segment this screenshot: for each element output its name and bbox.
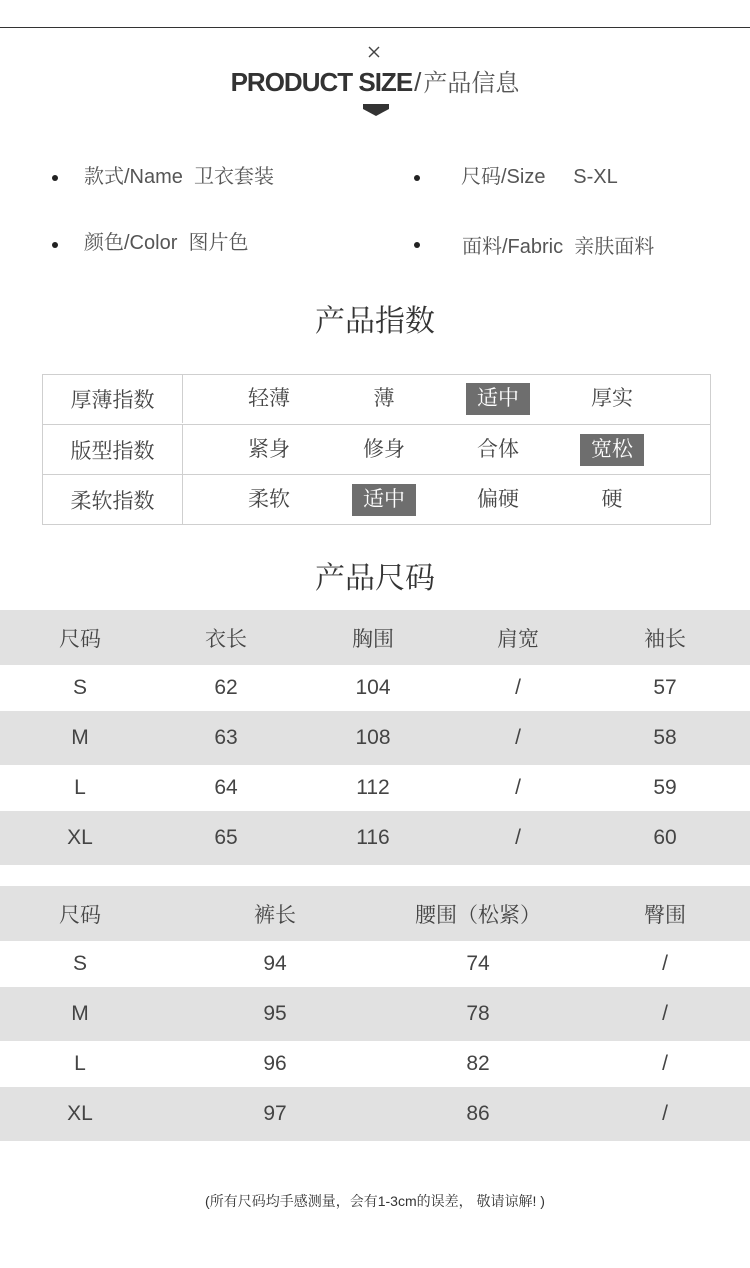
table-header-cell: 衣长	[205, 627, 247, 651]
info-size: 尺码/Size S-XL	[461, 166, 618, 188]
header-tab-icon	[363, 104, 389, 116]
title-english: PRODUCT SIZE	[230, 67, 413, 97]
index-row	[43, 375, 710, 423]
table-cell: 86	[466, 1102, 490, 1125]
table-cell: 96	[263, 1052, 287, 1075]
table-cell: 60	[653, 826, 677, 849]
table-cell: 58	[653, 726, 677, 749]
table-header-row	[0, 886, 750, 941]
top-size-table	[0, 610, 750, 865]
table-cell: 116	[356, 826, 390, 849]
table-cell: 82	[466, 1052, 490, 1075]
info-name: 款式/Name 卫衣套装	[84, 166, 275, 188]
table-cell: /	[662, 1102, 668, 1125]
table-header-cell: 胸围	[352, 627, 394, 651]
table-cell: 63	[214, 726, 238, 749]
bullet-dot	[414, 175, 420, 181]
bottom-size-table	[0, 886, 750, 1141]
table-row	[0, 811, 750, 865]
index-option: 薄	[373, 387, 395, 410]
table-cell: /	[515, 776, 521, 799]
table-cell: XL	[67, 1102, 93, 1125]
table-row	[0, 941, 750, 987]
table-cell: /	[515, 676, 521, 699]
table-cell: 62	[214, 676, 238, 699]
table-cell: 65	[214, 826, 238, 849]
table-cell: 108	[355, 726, 391, 749]
index-option: 修身	[363, 438, 405, 461]
table-header-cell: 袖长	[644, 627, 686, 651]
table-header-cell: 肩宽	[497, 627, 539, 651]
table-cell: M	[71, 1002, 89, 1025]
index-row-label: 柔软指数	[43, 475, 183, 525]
index-option-selected: 适中	[466, 383, 530, 415]
bullet-dot	[52, 242, 58, 248]
table-header-cell: 裤长	[254, 903, 296, 927]
table-cell: L	[74, 1052, 86, 1075]
close-icon	[367, 45, 381, 59]
index-option: 轻薄	[248, 387, 290, 410]
table-cell: /	[515, 826, 521, 849]
index-option: 柔软	[248, 488, 290, 511]
table-row	[0, 765, 750, 811]
table-row	[0, 665, 750, 711]
table-cell: L	[74, 776, 86, 799]
index-option-selected: 宽松	[580, 434, 644, 466]
table-cell: XL	[67, 826, 93, 849]
info-fabric: 面料/Fabric 亲肤面料	[462, 236, 655, 258]
bullet-dot	[414, 242, 420, 248]
index-option: 偏硬	[477, 488, 519, 511]
index-section-title: 产品指数	[315, 305, 435, 338]
index-table	[42, 374, 711, 525]
table-row	[0, 1041, 750, 1087]
table-header-cell: 尺码	[59, 627, 101, 651]
table-row	[0, 711, 750, 765]
index-option: 厚实	[591, 387, 633, 410]
index-option-selected: 适中	[352, 484, 416, 516]
table-cell: 95	[263, 1002, 287, 1025]
index-option: 合体	[477, 438, 519, 461]
table-cell: 104	[355, 676, 391, 699]
table-cell: /	[662, 1002, 668, 1025]
bullet-dot	[52, 175, 58, 181]
table-row	[0, 1087, 750, 1141]
size-section-title: 产品尺码	[315, 562, 435, 595]
table-cell: 59	[653, 776, 677, 799]
index-row	[43, 424, 710, 474]
table-cell: /	[662, 1052, 668, 1075]
title-chinese: 产品信息	[423, 70, 520, 97]
table-cell: 97	[263, 1102, 287, 1125]
table-cell: S	[72, 952, 87, 975]
index-row-label: 版型指数	[43, 425, 183, 474]
table-header-cell: 腰围（松紧）	[415, 903, 541, 927]
table-cell: /	[662, 952, 668, 975]
table-row	[0, 987, 750, 1041]
table-header-cell: 臀围	[644, 903, 686, 927]
table-cell: 64	[214, 776, 238, 799]
footnote: (所有尺码均手感测量，会有1-3cm的误差， 敬请谅解! )	[205, 1193, 545, 1209]
table-cell: M	[71, 726, 89, 749]
info-color: 颜色/Color 图片色	[84, 232, 249, 254]
table-cell: 78	[466, 1002, 490, 1025]
index-option: 硬	[601, 488, 623, 511]
table-header-row	[0, 610, 750, 665]
page-title	[0, 66, 750, 100]
index-row-label: 厚薄指数	[43, 375, 183, 423]
table-cell: S	[72, 676, 87, 699]
title-separator: /	[414, 67, 422, 97]
table-cell: 57	[653, 676, 677, 699]
index-row	[43, 474, 710, 525]
table-cell: 112	[356, 776, 390, 799]
top-divider	[0, 27, 750, 28]
table-header-cell: 尺码	[59, 903, 101, 927]
table-cell: 74	[466, 952, 490, 975]
table-cell: 94	[263, 952, 287, 975]
table-cell: /	[515, 726, 521, 749]
index-option: 紧身	[248, 438, 290, 461]
